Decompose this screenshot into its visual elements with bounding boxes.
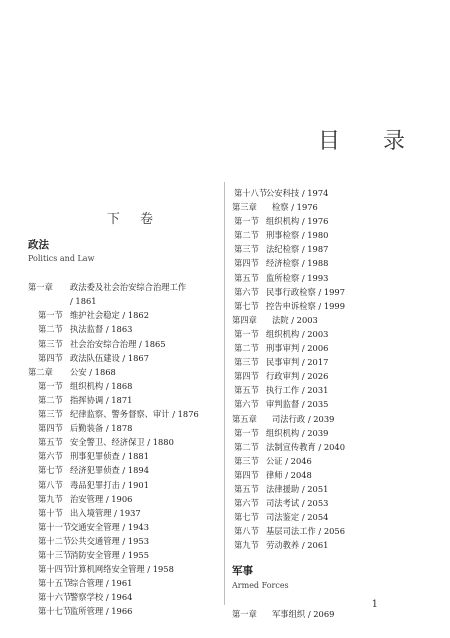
toc-entry-title: 刑事检察 / 1980 bbox=[266, 230, 329, 241]
toc-entry-title: 计算机网络安全管理 / 1958 bbox=[70, 564, 174, 575]
toc-entry[interactable] bbox=[232, 496, 442, 510]
toc-entry[interactable] bbox=[28, 604, 220, 618]
toc-entry[interactable] bbox=[232, 355, 442, 369]
toc-entry-title: 出入境管理 / 1937 bbox=[70, 507, 141, 518]
toc-entry-number: 第二节 bbox=[234, 441, 259, 452]
toc-entry-number: 第一节 bbox=[234, 427, 259, 438]
toc-entry-title: 经济检察 / 1988 bbox=[266, 258, 329, 269]
toc-entry[interactable] bbox=[232, 271, 442, 285]
toc-entry-title: 刑事审判 / 2006 bbox=[266, 343, 329, 354]
toc-entry[interactable] bbox=[28, 379, 220, 393]
toc-entry-title: 监所检察 / 1993 bbox=[266, 272, 329, 283]
toc-entry-number: 第一章 bbox=[28, 282, 53, 293]
toc-entry[interactable] bbox=[28, 365, 220, 379]
toc-entry[interactable] bbox=[232, 299, 442, 313]
toc-entry[interactable] bbox=[232, 426, 442, 440]
toc-entry-title: 司法考试 / 2053 bbox=[266, 498, 329, 509]
toc-entry-title: 检察 / 1976 bbox=[272, 202, 318, 213]
toc-entry-number: 第十三节 bbox=[38, 549, 72, 560]
toc-entry-title: 组织机构 / 1868 bbox=[70, 380, 133, 391]
toc-entry[interactable] bbox=[232, 285, 442, 299]
toc-list-left bbox=[28, 280, 220, 618]
toc-entry-number: 第十四节 bbox=[38, 564, 72, 575]
toc-entry[interactable] bbox=[28, 435, 220, 449]
toc-entry-title: 司法行政 / 2039 bbox=[272, 413, 335, 424]
toc-entry-number: 第四节 bbox=[234, 371, 259, 382]
toc-entry-title: 军事组织 / 2069 bbox=[272, 608, 335, 619]
toc-entry-title: 监所管理 / 1966 bbox=[70, 606, 133, 617]
toc-entry-number: 第五节 bbox=[234, 385, 259, 396]
toc-entry-title: 治安管理 / 1906 bbox=[70, 493, 133, 504]
toc-entry[interactable] bbox=[28, 407, 220, 421]
toc-entry-number: 第四节 bbox=[234, 258, 259, 269]
volume-title: 下 卷 bbox=[106, 212, 162, 227]
toc-entry-number: 第二节 bbox=[38, 324, 63, 335]
toc-entry-title: 法院 / 2003 bbox=[272, 314, 318, 325]
toc-entry-number: 第一节 bbox=[234, 216, 259, 227]
toc-entry-title: 执法监督 / 1863 bbox=[70, 324, 133, 335]
toc-entry[interactable] bbox=[232, 242, 442, 256]
toc-entry[interactable] bbox=[232, 256, 442, 270]
toc-entry-number: 第九节 bbox=[38, 493, 63, 504]
toc-entry-number: 第九节 bbox=[234, 540, 259, 551]
toc-entry[interactable] bbox=[28, 520, 220, 534]
toc-entry[interactable] bbox=[28, 308, 220, 322]
toc-entry[interactable] bbox=[28, 351, 220, 365]
section-title-politics-en: Politics and Law bbox=[28, 254, 95, 264]
toc-entry-title: 指挥协调 / 1871 bbox=[70, 394, 133, 405]
toc-entry-title: 审判监督 / 2035 bbox=[266, 399, 329, 410]
toc-entry-number: 第一节 bbox=[38, 310, 63, 321]
toc-entry-number: 第十八节 bbox=[234, 188, 268, 198]
toc-entry-title: 经济犯罪侦查 / 1894 bbox=[70, 465, 149, 476]
toc-entry[interactable] bbox=[28, 449, 220, 463]
toc-entry-title: 民事审判 / 2017 bbox=[266, 357, 329, 368]
toc-entry-number: 第七节 bbox=[234, 512, 259, 523]
toc-entry[interactable] bbox=[232, 313, 442, 327]
toc-entry-number: 第四节 bbox=[38, 352, 63, 363]
toc-entry[interactable] bbox=[232, 440, 442, 454]
toc-entry[interactable] bbox=[232, 200, 442, 214]
toc-entry-number: 第十五节 bbox=[38, 578, 72, 589]
toc-entry-title: 警察学校 / 1964 bbox=[70, 592, 133, 603]
toc-entry-number: 第一节 bbox=[234, 328, 259, 339]
toc-entry-title: 律师 / 2048 bbox=[266, 469, 312, 480]
toc-entry[interactable] bbox=[232, 228, 442, 242]
toc-entry[interactable] bbox=[28, 280, 220, 294]
toc-list-right bbox=[232, 186, 442, 552]
toc-entry-title: / 1861 bbox=[70, 296, 97, 307]
toc-entry-number: 第五章 bbox=[232, 413, 257, 424]
toc-entry-number: 第十七节 bbox=[38, 606, 72, 617]
toc-entry-number: 第四节 bbox=[38, 423, 63, 434]
toc-entry-title: 基层司法工作 / 2056 bbox=[266, 526, 345, 537]
toc-entry-title: 政法队伍建设 / 1867 bbox=[70, 352, 149, 363]
toc-entry[interactable] bbox=[28, 337, 220, 351]
toc-title: 目 录 bbox=[318, 129, 423, 154]
toc-entry[interactable] bbox=[232, 607, 442, 621]
toc-entry-number: 第五节 bbox=[234, 483, 259, 494]
toc-entry-title: 执行工作 / 2031 bbox=[266, 385, 329, 396]
toc-list-military bbox=[232, 607, 442, 621]
toc-entry[interactable] bbox=[232, 214, 442, 228]
toc-entry-title: 公共交通管理 / 1953 bbox=[70, 535, 149, 546]
column-divider bbox=[224, 182, 225, 605]
toc-entry-title: 政法委及社会治安综合治理工作 bbox=[70, 282, 187, 293]
toc-entry-title: 行政审判 / 2026 bbox=[266, 371, 329, 382]
toc-entry[interactable] bbox=[28, 463, 220, 477]
toc-entry-title: 公证 / 2046 bbox=[266, 455, 312, 466]
toc-entry-number: 第十节 bbox=[38, 507, 63, 518]
toc-entry-number: 第一章 bbox=[232, 608, 257, 619]
toc-entry-title: 法制宣传教育 / 2040 bbox=[266, 441, 345, 452]
toc-entry[interactable] bbox=[28, 322, 220, 336]
toc-entry[interactable] bbox=[28, 421, 220, 435]
toc-entry-number: 第十二节 bbox=[38, 535, 72, 546]
toc-entry-number: 第八节 bbox=[38, 479, 63, 490]
toc-entry[interactable] bbox=[232, 383, 442, 397]
toc-entry-title: 毒品犯罪打击 / 1901 bbox=[70, 479, 149, 490]
toc-entry[interactable] bbox=[232, 538, 442, 552]
toc-entry[interactable] bbox=[28, 393, 220, 407]
toc-entry-title: 组织机构 / 2003 bbox=[266, 328, 329, 339]
toc-entry-title: 后勤装备 / 1878 bbox=[70, 423, 133, 434]
toc-entry[interactable] bbox=[28, 576, 220, 590]
toc-entry-title: 安全警卫、经济保卫 / 1880 bbox=[70, 437, 174, 448]
toc-entry[interactable] bbox=[232, 341, 442, 355]
toc-entry[interactable] bbox=[28, 506, 220, 520]
section-title-military: 军事 bbox=[232, 565, 253, 578]
toc-entry-number: 第三章 bbox=[232, 202, 257, 213]
toc-entry-title: 纪律监察、警务督察、审计 / 1876 bbox=[70, 409, 199, 420]
toc-entry[interactable] bbox=[28, 562, 220, 576]
toc-entry[interactable] bbox=[28, 294, 220, 308]
toc-entry-title: 消防安全管理 / 1955 bbox=[70, 549, 149, 560]
toc-entry-title: 刑事犯罪侦查 / 1881 bbox=[70, 451, 149, 462]
toc-entry-title: 综合管理 / 1961 bbox=[70, 578, 133, 589]
toc-entry-number: 第二节 bbox=[234, 230, 259, 241]
toc-entry-title: 公安 / 1868 bbox=[70, 366, 116, 377]
toc-entry-number: 第三节 bbox=[38, 409, 63, 420]
toc-entry[interactable] bbox=[232, 510, 442, 524]
toc-entry[interactable] bbox=[232, 412, 442, 426]
toc-entry-title: 劳动教养 / 2061 bbox=[266, 540, 329, 551]
toc-entry[interactable] bbox=[232, 186, 442, 200]
toc-entry-title: 公安科技 / 1974 bbox=[266, 188, 329, 198]
toc-entry-title: 法律援助 / 2051 bbox=[266, 483, 329, 494]
toc-entry-number: 第十一节 bbox=[38, 521, 72, 532]
toc-entry[interactable] bbox=[232, 369, 442, 383]
section-title-politics: 政法 bbox=[28, 239, 49, 251]
toc-entry-number: 第十六节 bbox=[38, 592, 72, 603]
toc-entry-title: 社会治安综合治理 / 1865 bbox=[70, 338, 166, 349]
toc-entry-number: 第七节 bbox=[38, 465, 63, 476]
toc-entry-number: 第四章 bbox=[232, 314, 257, 325]
toc-entry-number: 第一节 bbox=[38, 380, 63, 391]
toc-entry-title: 组织机构 / 2039 bbox=[266, 427, 329, 438]
toc-entry-number: 第二节 bbox=[38, 394, 63, 405]
toc-entry[interactable] bbox=[232, 454, 442, 468]
left-column bbox=[28, 238, 220, 618]
toc-entry-title: 维护社会稳定 / 1862 bbox=[70, 310, 149, 321]
toc-entry-number: 第三节 bbox=[234, 357, 259, 368]
toc-entry[interactable] bbox=[28, 478, 220, 492]
toc-entry[interactable] bbox=[232, 468, 442, 482]
toc-entry-number: 第五节 bbox=[234, 272, 259, 283]
toc-entry-title: 组织机构 / 1976 bbox=[266, 216, 329, 227]
toc-entry-title: 控告申诉检察 / 1999 bbox=[266, 300, 345, 311]
toc-entry-number: 第六节 bbox=[234, 399, 259, 410]
toc-entry-title: 交通安全管理 / 1943 bbox=[70, 521, 149, 532]
toc-entry[interactable] bbox=[28, 492, 220, 506]
toc-entry-number: 第四节 bbox=[234, 469, 259, 480]
right-column bbox=[232, 186, 442, 621]
section-title-military-en: Armed Forces bbox=[232, 580, 289, 590]
toc-entry-title: 民事行政检察 / 1997 bbox=[266, 286, 345, 297]
toc-entry-title: 司法鉴定 / 2054 bbox=[266, 512, 329, 523]
toc-entry-number: 第七节 bbox=[234, 300, 259, 311]
toc-entry[interactable] bbox=[232, 397, 442, 411]
toc-entry[interactable] bbox=[232, 327, 442, 341]
toc-entry-number: 第六节 bbox=[234, 498, 259, 509]
toc-entry-number: 第六节 bbox=[234, 286, 259, 297]
page-number: 1 bbox=[371, 599, 378, 610]
toc-entry[interactable] bbox=[28, 590, 220, 604]
toc-entry-number: 第三节 bbox=[38, 338, 63, 349]
toc-entry-title: 法纪检察 / 1987 bbox=[266, 244, 329, 255]
toc-entry[interactable] bbox=[232, 482, 442, 496]
toc-entry-number: 第二章 bbox=[28, 366, 53, 377]
toc-entry[interactable] bbox=[28, 534, 220, 548]
toc-entry-number: 第二节 bbox=[234, 343, 259, 354]
toc-entry-number: 第六节 bbox=[38, 451, 63, 462]
toc-entry-number: 第三节 bbox=[234, 244, 259, 255]
toc-entry[interactable] bbox=[232, 524, 442, 538]
toc-entry-number: 第三节 bbox=[234, 455, 259, 466]
toc-entry-number: 第八节 bbox=[234, 526, 259, 537]
toc-entry-number: 第五节 bbox=[38, 437, 63, 448]
toc-entry[interactable] bbox=[28, 548, 220, 562]
